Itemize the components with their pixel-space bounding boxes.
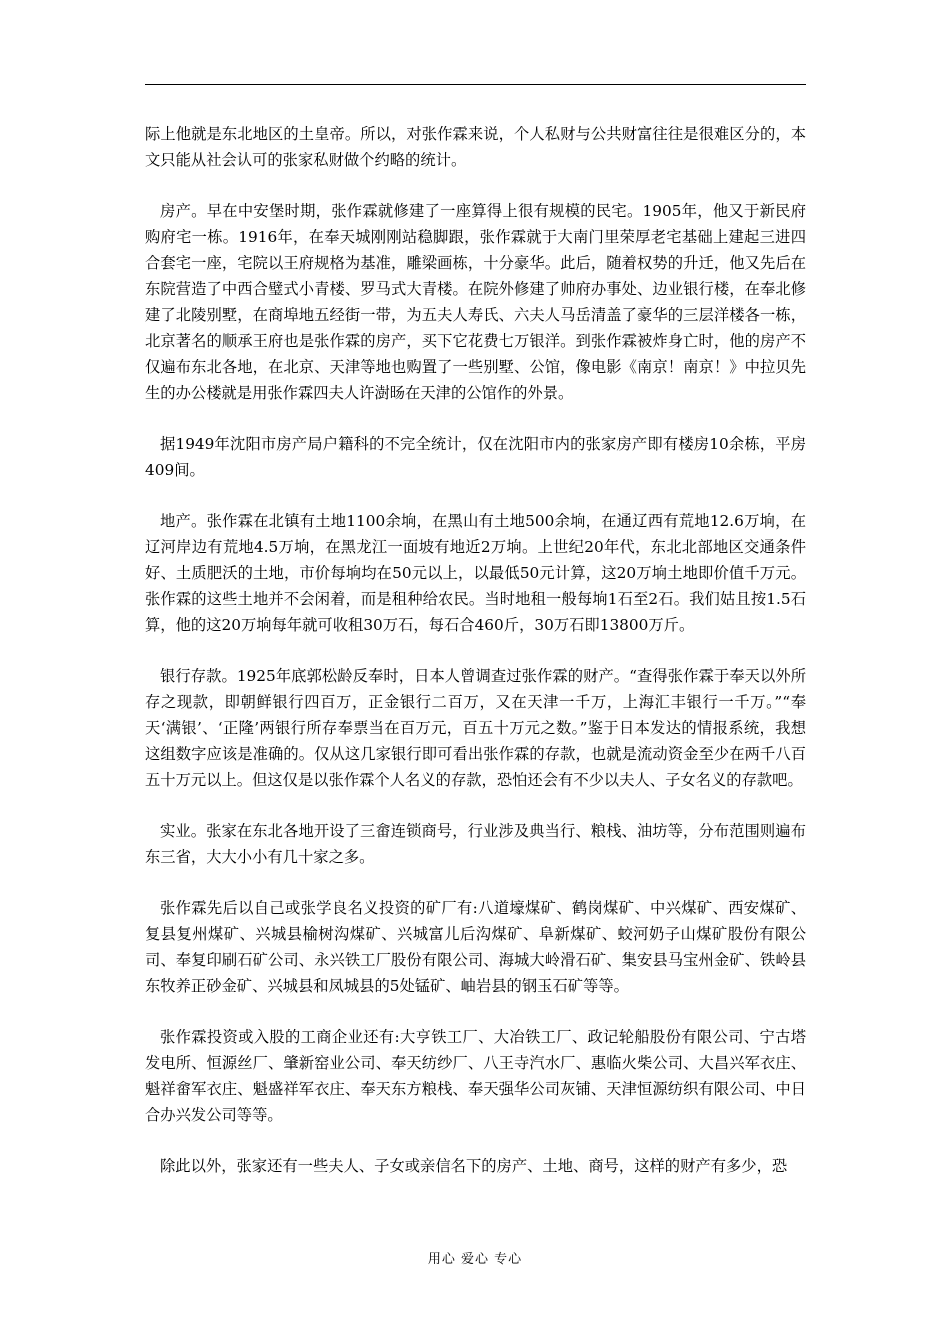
- paragraph: 张作霖投资或入股的工商企业还有:大亨铁工厂、大冶铁工厂、政记轮船股份有限公司、宁古塔发电所、恒源丝厂、肇新窑业公司、奉天纺纱厂、八王寺汽水厂、惠临火柴公司、大昌兴军衣庄、魁祥畲军衣庄、魁盛祥军衣庄、奉天东方粮栈、奉天强华公司灰铺、天津恒源纺织有限公司、中日合办兴发公司等等。: [145, 1028, 806, 1124]
- paragraph: 银行存款。1925年底郭松龄反奉时，日本人曾调查过张作霖的财产。“查得张作霖于奉天以外所存之现款，即朝鲜银行四百万，正金银行二百万，又在天津一千万，上海汇丰银行一千万。”“奉天‘满银’、‘正隆’两银行所存奉票当在百万元，百五十万元之数。”鉴于日本发达的情报系统，我想这组数字应该是准确的。仅从这几家银行即可看出张作霖的存款，也就是流动资金至少在两千八百五十万元以上。但这仅是以张作霖个人名义的存款，恐怕还会有不少以夫人、子女名义的存款吧。: [145, 667, 806, 789]
- paragraph: 实业。张家在东北各地开设了三畲连锁商号，行业涉及典当行、粮栈、油坊等，分布范围则遍布东三省，大大小小有几十家之多。: [145, 822, 806, 866]
- paragraph: 地产。张作霖在北镇有土地1100余垧，在黑山有土地500余垧，在通辽西有荒地12.6万垧，在辽河岸边有荒地4.5万垧，在黑龙江一面坡有地近2万垧。上世纪20年代，东北北部地区交通条件好、土质肥沃的土地，市价每垧均在50元以上，以最低50元计算，这20万垧土地即价值千万元。张作霖的这些土地并不会闲着，而是租种给农民。当时地租一般每垧1石至2石。我们姑且按1.5石算，他的这20万垧每年就可收租30万石，每石合460斤，30万石即13800万斤。: [145, 512, 806, 634]
- paragraph: 张作霖先后以自己或张学良名义投资的矿厂有:八道壕煤矿、鹤岗煤矿、中兴煤矿、西安煤矿、复县复州煤矿、兴城县榆树沟煤矿、兴城富儿后沟煤矿、阜新煤矿、蛟河奶子山煤矿股份有限公司、奉复印刷石矿公司、永兴铁工厂股份有限公司、海城大岭滑石矿、集安县马宝州金矿、铁岭县东牧养正砂金矿、兴城县和凤城县的5处锰矿、岫岩县的钢玉石矿等等。: [145, 899, 806, 995]
- document-body: [145, 121, 806, 1204]
- paragraph: 据1949年沈阳市房产局户籍科的不完全统计，仅在沈阳市内的张家房产即有楼房10余栋，平房409间。: [145, 435, 806, 479]
- header-rule: [145, 84, 806, 85]
- page-footer: 用心 爱心 专心: [427, 1252, 523, 1267]
- paragraph: 际上他就是东北地区的土皇帝。所以，对张作霖来说，个人私财与公共财富往往是很难区分的，本文只能从社会认可的张家私财做个约略的统计。: [145, 125, 806, 169]
- paragraph: 除此以外，张家还有一些夫人、子女或亲信名下的房产、土地、商号，这样的财产有多少，恐: [160, 1157, 788, 1175]
- paragraph: 房产。早在中安堡时期，张作霖就修建了一座算得上很有规模的民宅。1905年，他又于新民府购府宅一栋。1916年，在奉天城刚刚站稳脚跟，张作霖就于大南门里荣厚老宅基础上建起三进四合套宅一座，宅院以王府规格为基准，雕梁画栋，十分豪华。此后，随着权势的升迁，他又先后在东院营造了中西合璧式小青楼、罗马式大青楼。在院外修建了帅府办事处、边业银行楼，在奉北修建了北陵别墅，在商埠地五经街一带，为五夫人寿氏、六夫人马岳清盖了豪华的三层洋楼各一栋，北京著名的顺承王府也是张作霖的房产，买下它花费七万银洋。到张作霖被炸身亡时，他的房产不仅遍布东北各地，在北京、天津等地也购置了一些别墅、公馆，像电影《南京！南京！》中拉贝先生的办公楼就是用张作霖四夫人许澍旸在天津的公馆作的外景。: [145, 202, 806, 402]
